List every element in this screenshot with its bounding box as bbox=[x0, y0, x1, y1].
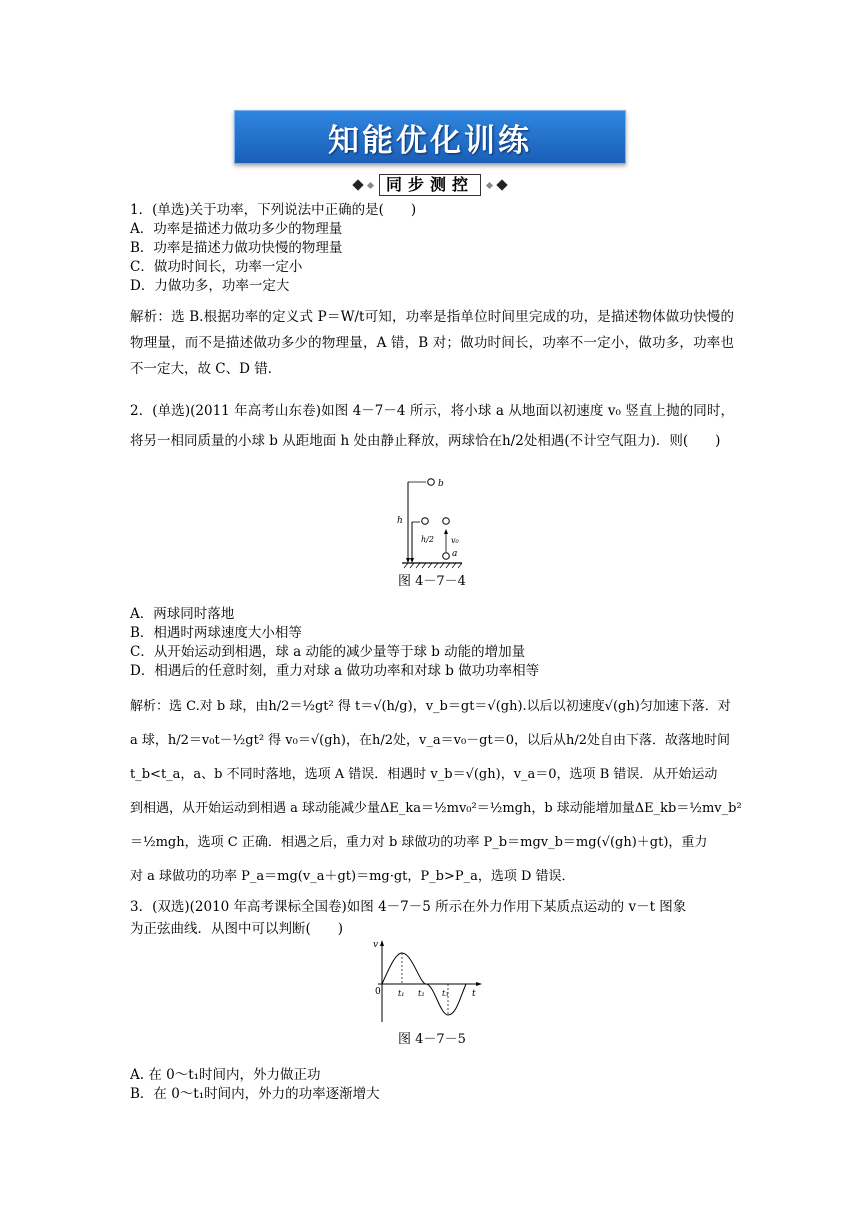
label-b: b bbox=[438, 479, 444, 489]
analysis-1: 解析：选 B.根据功率的定义式 P＝W/t可知，功率是指单位时间里完成的功，是描述物体做功快慢的物理量，而不是描述做功多少的物理量，A 错，B 对；做功时间长，功率不一定小，做功多，功率也不一定大，故 C、D 错． bbox=[130, 309, 734, 377]
option: D．相遇后的任意时刻，重力对球 a 做功功率和对球 b 做功功率相等 bbox=[130, 663, 540, 679]
question-stem: 1．(单选)关于功率，下列说法中正确的是( ) bbox=[130, 202, 417, 218]
option: C．从开始运动到相遇，球 a 动能的减少量等于球 b 动能的增加量 bbox=[130, 644, 526, 660]
option: B．功率是描述力做功快慢的物理量 bbox=[130, 240, 343, 256]
question-2-options bbox=[130, 605, 734, 681]
analysis-line: 到相遇，从开始运动到相遇 a 球动能减少量ΔE_ka＝½mv₀²＝½mgh，b 球动能增加量ΔE_kb＝½mv_b² bbox=[130, 801, 742, 816]
diamond-icon bbox=[367, 181, 374, 188]
figure-caption: 图 4－7－4 bbox=[398, 574, 466, 589]
question-3-stem bbox=[130, 896, 734, 940]
analysis-line: 解析：选 C.对 b 球，由h/2＝½gt² 得 t＝√(h/g)，v_b＝gt＝√(gh).以后以初速度√(gh)匀加速下落．对 bbox=[130, 699, 731, 714]
option: B．相遇时两球速度大小相等 bbox=[130, 625, 302, 641]
tick-t2: t₂ bbox=[418, 989, 425, 998]
option: A．两球同时落地 bbox=[130, 606, 235, 622]
figure-4-7-5 bbox=[368, 938, 484, 1024]
axis-label-t: t bbox=[472, 989, 476, 999]
option: C．做功时间长，功率一定小 bbox=[130, 259, 303, 275]
axis-origin: 0 bbox=[375, 987, 381, 997]
section-label bbox=[340, 174, 520, 196]
analysis-line: 对 a 球做功的功率 P_a＝mg(v_a＋gt)＝mg·gt，P_b>P_a，选项 D 错误． bbox=[130, 869, 575, 884]
question-3-options bbox=[130, 1066, 734, 1104]
diamond-icon bbox=[486, 181, 493, 188]
diamond-icon bbox=[496, 179, 507, 190]
label-h: h bbox=[397, 516, 403, 526]
tick-t3: t₃ bbox=[442, 989, 449, 998]
question-1 bbox=[130, 201, 734, 296]
analysis-line: a 球，h/2＝v₀t－½gt² 得 v₀＝√(gh)，在h/2处，v_a＝v₀－gt＝0，以后从h/2处自由下落．故落地时间 bbox=[130, 733, 730, 748]
label-a: a bbox=[452, 549, 458, 559]
figure-4-7-4 bbox=[394, 474, 484, 570]
label-v0: v₀ bbox=[451, 536, 459, 545]
axis-label-v: v bbox=[373, 940, 379, 950]
diamond-icon bbox=[352, 179, 363, 190]
analysis-line: t_b<t_a，a、b 不同时落地，选项 A 错误．相遇时 v_b＝√(gh)，v_a＝0，选项 B 错误．从开始运动 bbox=[130, 767, 718, 782]
analysis-2 bbox=[130, 690, 742, 894]
option: A．功率是描述力做功多少的物理量 bbox=[130, 221, 343, 237]
analysis-line: ＝½mgh，选项 C 正确．相遇之后，重力对 b 球做功的功率 P_b＝mgv_b＝mg(√(gh)＋gt)，重力 bbox=[130, 835, 708, 850]
tick-t1: t₁ bbox=[398, 989, 405, 998]
question-stem-line: 为正弦曲线．从图中可以判断( ) bbox=[130, 921, 344, 937]
label-h-half: h/2 bbox=[421, 535, 434, 544]
option: A. 在 0～t₁时间内，外力做正功 bbox=[130, 1067, 321, 1083]
banner-title: 知能优化训练 bbox=[328, 122, 532, 159]
figure-caption: 图 4－7－5 bbox=[398, 1032, 466, 1047]
question-2-stem: 2．(单选)(2011 年高考山东卷)如图 4－7－4 所示，将小球 a 从地面以初速度 v₀ 竖直上抛的同时，将另一相同质量的小球 b 从距地面 h 处由静止释放，两球恰在h/2处相遇(不计空气阻力)．则( ) bbox=[130, 403, 734, 449]
section-label-text: 同步测控 bbox=[379, 174, 481, 196]
question-stem-line: 3．(双选)(2010 年高考课标全国卷)如图 4－7－5 所示在外力作用下某质点运动的 v－t 图象 bbox=[130, 899, 687, 915]
option: D．力做功多，功率一定大 bbox=[130, 278, 290, 294]
option: B．在 0～t₁时间内，外力的功率逐渐增大 bbox=[130, 1086, 380, 1102]
title-banner bbox=[234, 110, 626, 164]
